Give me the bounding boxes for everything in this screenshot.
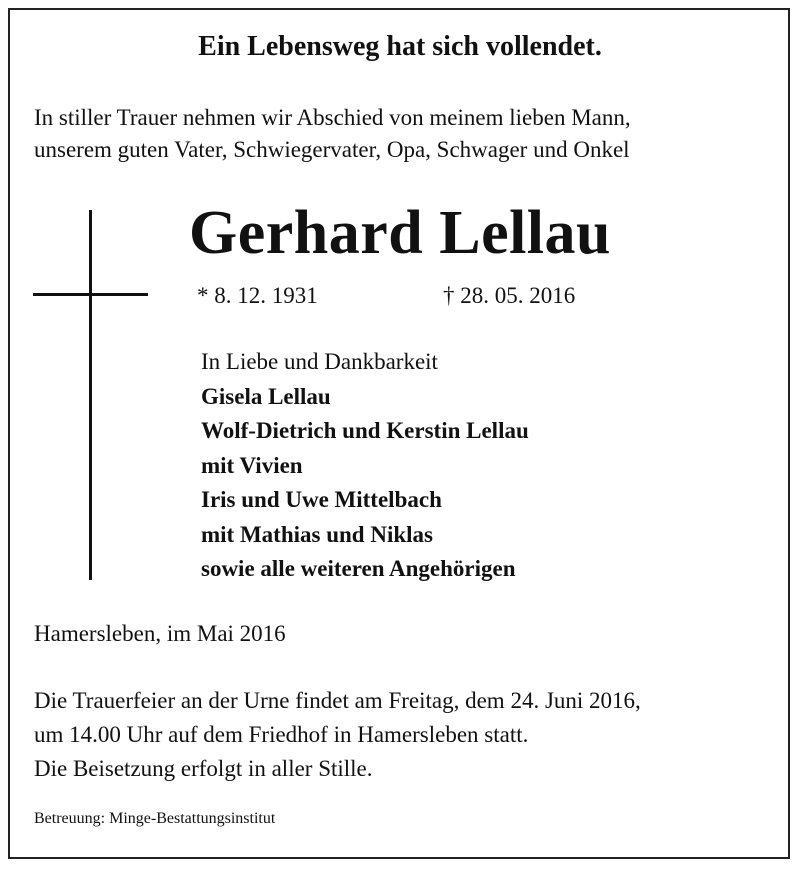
cross-icon-vertical	[89, 210, 92, 580]
mourner-line: Gisela Lellau	[201, 383, 331, 409]
death-date: † 28. 05. 2016	[443, 283, 576, 308]
funeral-home-credit: Betreuung: Minge-Bestattungsinstitut	[34, 810, 276, 827]
birth-date: * 8. 12. 1931	[197, 283, 318, 308]
mourners-intro: In Liebe und Dankbarkeit	[201, 349, 438, 374]
service-info	[34, 684, 641, 786]
mourner-line: mit Mathias und Niklas	[201, 521, 433, 547]
intro-text	[34, 102, 631, 166]
intro-line-2: unserem guten Vater, Schwiegervater, Opa, Schwager und Onkel	[34, 137, 630, 162]
service-line-3: Die Beisetzung erfolgt in aller Stille.	[34, 756, 373, 781]
cross-icon-horizontal	[33, 293, 148, 296]
service-line-2: um 14.00 Uhr auf dem Friedhof in Hamersleben statt.	[34, 722, 529, 747]
mourner-line: sowie alle weiteren Angehörigen	[201, 556, 516, 581]
service-line-1: Die Trauerfeier an der Urne findet am Freitag, dem 24. Juni 2016,	[34, 688, 641, 713]
mourner-line: mit Vivien	[201, 452, 303, 478]
mourner-line: Wolf-Dietrich und Kerstin Lellau	[201, 418, 529, 443]
place-date: Hamersleben, im Mai 2016	[34, 621, 286, 646]
intro-line-1: In stiller Trauer nehmen wir Abschied von meinem lieben Mann,	[34, 105, 631, 130]
deceased-name: Gerhard Lellau	[188, 199, 612, 267]
mourner-line: Iris und Uwe Mittelbach	[201, 487, 442, 512]
mourners-block	[201, 345, 529, 587]
headline: Ein Lebensweg hat sich vollendet.	[198, 31, 602, 62]
